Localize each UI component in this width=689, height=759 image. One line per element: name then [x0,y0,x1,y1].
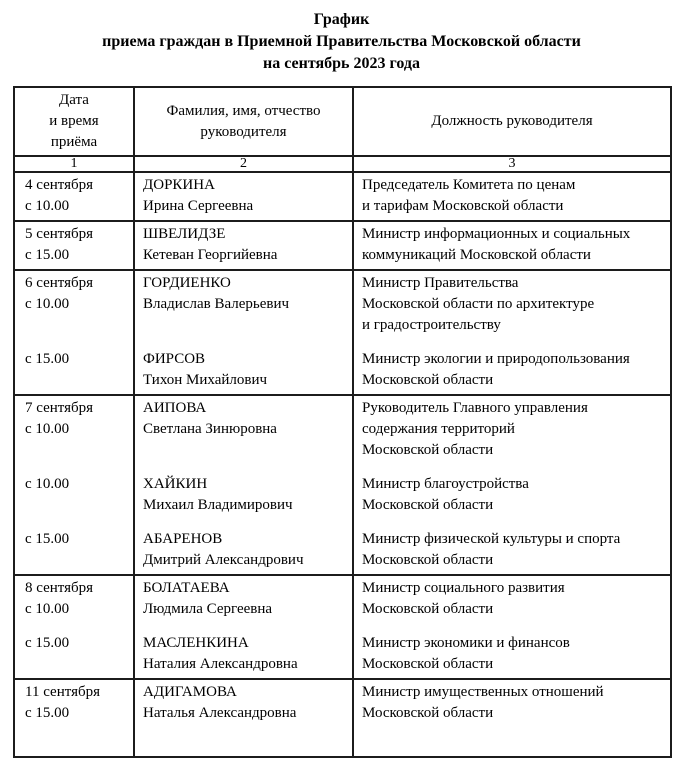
entry-position [362,224,662,266]
entry-name [143,224,344,266]
text-line: Министр имущественных отношений [362,684,604,700]
table-row [14,679,671,757]
text-line: Московской области [362,497,494,513]
entry-name [143,682,344,724]
text-line: с 15.00 [25,247,70,263]
text-line: ГОРДИЕНКО [143,275,231,291]
entry-name [143,529,344,571]
text-line: Министр информационных и социальных [362,226,631,242]
entry-time [25,398,125,461]
text-line: Людмила Сергеевна [143,601,273,617]
text-line: Московской области [362,372,494,388]
text-line: Министр социального развития [362,580,565,596]
text-line: Фамилия, имя, отчество [166,102,321,119]
entry-time [25,224,125,266]
cell-name [134,575,353,679]
text-line: Наталья Александровна [143,705,297,721]
column-header-full-name [134,87,353,156]
text-line: с 15.00 [25,635,70,651]
entry-time [25,633,125,675]
text-line: 5 сентября [25,226,94,242]
text-line: ФИРСОВ [143,351,206,367]
table-row [14,221,671,270]
table-row [14,575,671,679]
title-line-1: График [313,11,370,28]
text-line: ДОРКИНА [143,177,215,193]
text-line: Московской области по архитектуре [362,296,595,312]
text-line: с 10.00 [25,601,70,617]
cell-position [353,395,671,575]
text-line: содержания территорий [362,421,515,437]
cell-name [134,270,353,395]
text-line: Министр экономики и финансов [362,635,570,651]
text-line: ШВЕЛИДЗЕ [143,226,226,242]
text-line: Руководитель Главного управления [362,400,588,416]
text-line: Министр благоустройства [362,476,529,492]
cell-time [14,221,134,270]
cell-time [14,575,134,679]
entry-position [362,529,662,571]
entry-name [143,349,344,391]
cell-position [353,172,671,221]
text-line: и тарифам Московской области [362,198,564,214]
text-line: БОЛАТАЕВА [143,580,230,596]
text-line: Наталия Александровна [143,656,298,672]
text-line: Должность руководителя [431,113,593,129]
column-number-1: 1 [14,156,134,172]
text-line: с 10.00 [25,296,70,312]
entry-time [25,273,125,336]
entry-position [362,633,662,675]
entry-name [143,578,344,620]
entry-name [143,273,344,336]
text-line: Министр Правительства [362,275,519,291]
text-line: МАСЛЕНКИНА [143,635,249,651]
table-header-row [14,87,671,156]
document-title [13,9,670,75]
cell-time [14,679,134,757]
cell-position [353,575,671,679]
cell-name [134,221,353,270]
cell-name [134,172,353,221]
text-line: Московской области [362,552,494,568]
column-number-2: 2 [134,156,353,172]
text-line: с 15.00 [25,531,70,547]
column-number-3: 3 [353,156,671,172]
entry-name [143,175,344,217]
column-header-date-time [14,87,134,156]
entry-time [25,529,125,571]
text-line: 6 сентября [25,275,94,291]
table-row [14,270,671,395]
text-line: Светлана Зинюровна [143,421,277,437]
cell-name [134,395,353,575]
text-line: ХАЙКИН [143,476,208,492]
entry-position [362,349,662,391]
title-line-3: на сентябрь 2023 года [263,55,420,72]
entry-time [25,474,125,516]
text-line: Председатель Комитета по ценам [362,177,576,193]
schedule-table [13,86,672,758]
cell-position [353,679,671,757]
text-line: АИПОВА [143,400,207,416]
entry-position [362,273,662,336]
entry-time [25,175,125,217]
text-line: и градостроительству [362,317,501,333]
text-line: Московской области [362,656,494,672]
text-line: 7 сентября [25,400,94,416]
entry-position [362,474,662,516]
entry-name [143,633,344,675]
cell-name [134,679,353,757]
text-line: Тихон Михайлович [143,372,268,388]
title-line-2: приема граждан в Приемной Правительства Московской области [102,33,581,50]
entry-name [143,398,344,461]
text-line: Московской области [362,601,494,617]
cell-position [353,270,671,395]
entry-time [25,349,125,391]
entry-position [362,398,662,461]
cell-time [14,172,134,221]
text-line: с 10.00 [25,198,70,214]
text-line: с 10.00 [25,421,70,437]
text-line: 11 сентября [25,684,101,700]
entry-name [143,474,344,516]
text-line: Дмитрий Александрович [143,552,304,568]
text-line: АДИГАМОВА [143,684,237,700]
table-row [14,172,671,221]
text-line: Московской области [362,442,494,458]
entry-time [25,682,125,724]
text-line: приёма [50,134,98,150]
column-number-row [14,156,671,172]
text-line: Кетеван Георгийевна [143,247,278,263]
entry-position [362,175,662,217]
schedule-table-body [14,172,671,757]
text-line: Министр физической культуры и спорта [362,531,621,547]
column-header-position [353,87,671,156]
text-line: с 15.00 [25,705,70,721]
text-line: Министр экологии и природопользования [362,351,630,367]
text-line: руководителя [200,123,287,140]
text-line: 8 сентября [25,580,94,596]
text-line: с 15.00 [25,351,70,367]
text-line: Владислав Валерьевич [143,296,290,312]
text-line: с 10.00 [25,476,70,492]
text-line: коммуникаций Московской области [362,247,591,263]
text-line: Ирина Сергеевна [143,198,254,214]
text-line: 4 сентября [25,177,94,193]
text-line: Московской области [362,705,494,721]
text-line: Михаил Владимирович [143,497,293,513]
cell-position [353,221,671,270]
entry-position [362,578,662,620]
text-line: АБАРЕНОВ [143,531,223,547]
text-line: Дата [59,92,89,108]
cell-time [14,395,134,575]
table-row [14,395,671,575]
text-line: и время [49,113,99,129]
cell-time [14,270,134,395]
entry-position [362,682,662,724]
entry-time [25,578,125,620]
